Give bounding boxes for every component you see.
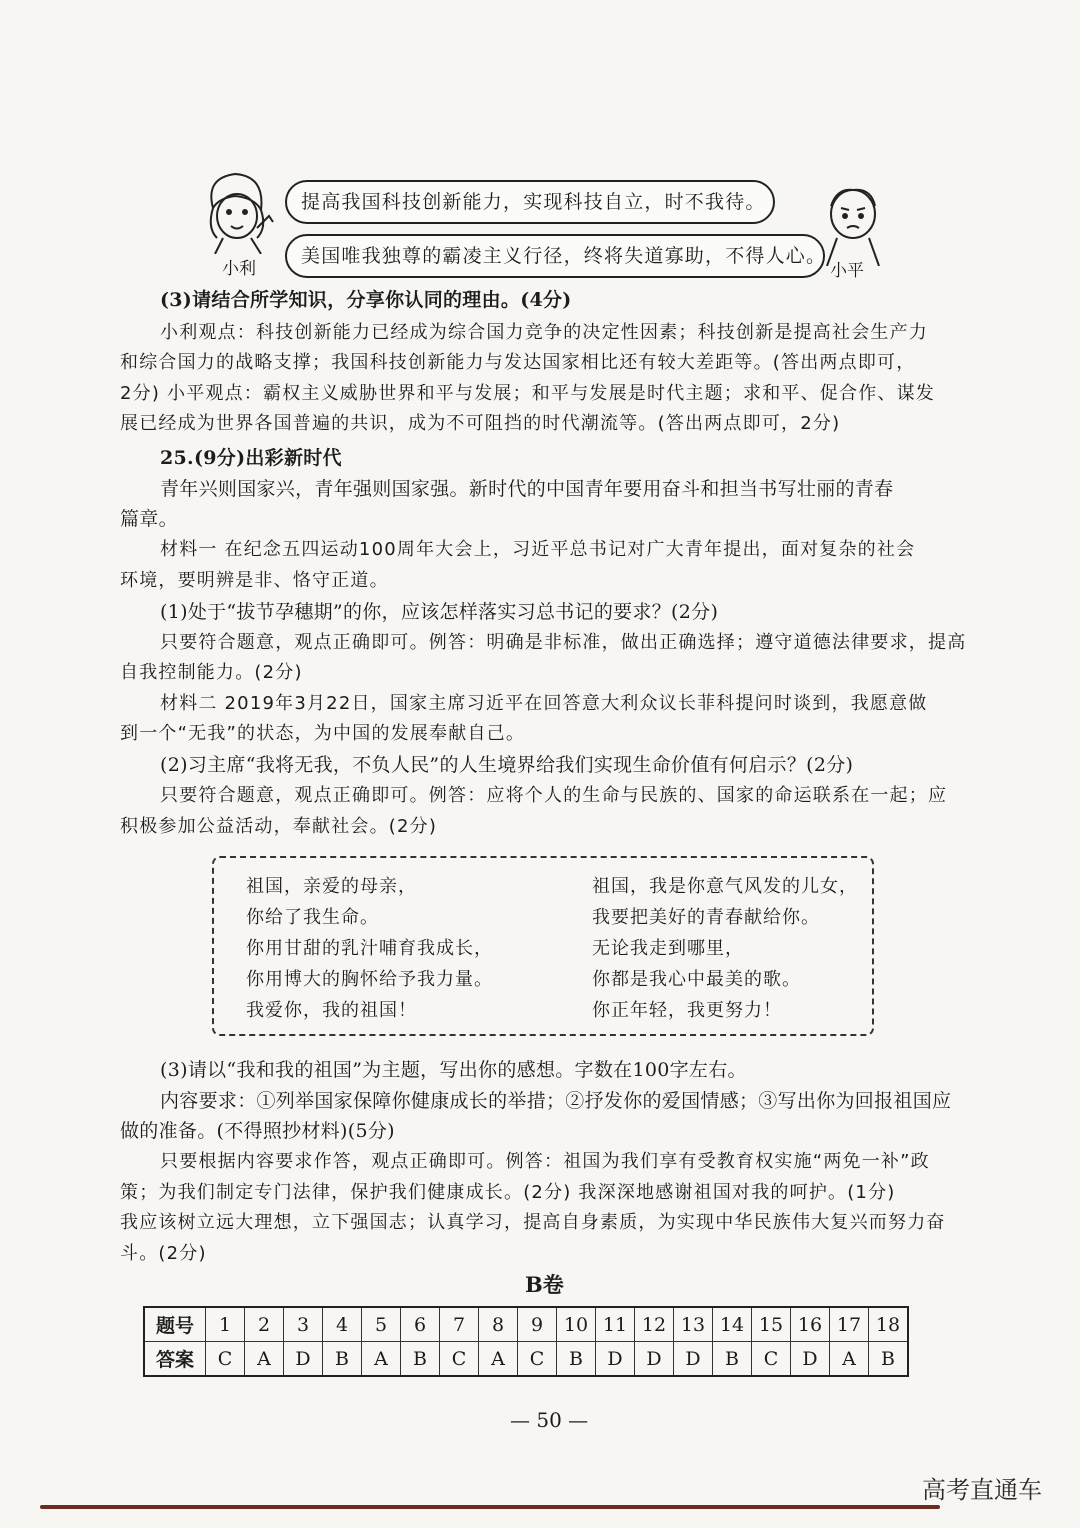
poem-left-line: 我爱你，我的祖国！ [246, 1000, 417, 1021]
answer-cell: A [245, 1342, 284, 1377]
question-number: 7 [440, 1307, 479, 1342]
poem-left-line: 你用博大的胸怀给予我力量。 [246, 969, 493, 990]
section-b-title: B卷 [525, 1272, 564, 1297]
girl-illustration [195, 168, 277, 254]
answer-cell: C [440, 1342, 479, 1377]
poem-left-line: 你给了我生命。 [246, 907, 379, 928]
q25-3-requirement-line: 做的准备。(不得照抄材料)(5分) [120, 1120, 395, 1142]
q25-intro-line: 篇章。 [120, 508, 178, 530]
answer-table [143, 1306, 909, 1377]
q24-3-answer-line: 和综合国力的战略支撑；我国科技创新能力与发达国家相比还有较大差距等。(答出两点即可， [120, 352, 916, 373]
table-row-answers [144, 1342, 908, 1377]
poem-left-line: 你用甘甜的乳汁哺育我成长， [246, 938, 493, 959]
answer-cell: C [206, 1342, 245, 1377]
answer-cell: A [479, 1342, 518, 1377]
q25-1-question: (1)处于“拔节孕穗期”的你，应该怎样落实习总书记的要求？(2分) [160, 601, 719, 623]
question-number: 2 [245, 1307, 284, 1342]
question-number: 8 [479, 1307, 518, 1342]
question-number: 6 [401, 1307, 440, 1342]
q24-3-answer-line: 小利观点：科技创新能力已经成为综合国力竞争的决定性因素；科技创新是提高社会生产力 [160, 322, 928, 343]
question-number: 16 [791, 1307, 830, 1342]
footer-rule [40, 1505, 940, 1509]
cartoon-figure [195, 168, 895, 280]
answer-cell: B [869, 1342, 909, 1377]
question-number: 12 [635, 1307, 674, 1342]
poem-left-line: 祖国，亲爱的母亲， [246, 876, 417, 897]
page-number: — 50 — [510, 1408, 589, 1432]
material-1-line: 材料一 在纪念五四运动100周年大会上，习近平总书记对广大青年提出，面对复杂的社会 [160, 539, 916, 560]
q25-2-answer-line: 只要符合题意，观点正确即可。例答：应将个人的生命与民族的、国家的命运联系在一起；应 [160, 785, 948, 806]
q25-intro-line: 青年兴则国家兴，青年强则国家强。新时代的中国青年要用奋斗和担当书写壮丽的青春 [160, 478, 894, 500]
poem-right-line: 无论我走到哪里， [592, 938, 744, 959]
speech-bubble-bottom: 美国唯我独尊的霸凌主义行径，终将失道寡助，不得人心。 [285, 234, 825, 278]
q24-3-answer-line: 2分) 小平观点：霸权主义威胁世界和平与发展；和平与发展是时代主题；求和平、促合作、谋发 [120, 383, 935, 404]
answer-cell: B [557, 1342, 596, 1377]
question-number: 13 [674, 1307, 713, 1342]
poem-right-line: 我要把美好的青春献给你。 [592, 907, 820, 928]
answer-cell: D [791, 1342, 830, 1377]
question-number: 5 [362, 1307, 401, 1342]
row-label-answer: 答案 [144, 1342, 206, 1377]
material-2-line: 到一个“无我”的状态，为中国的发展奉献自己。 [120, 723, 526, 744]
answer-cell: B [323, 1342, 362, 1377]
question-number: 18 [869, 1307, 909, 1342]
question-number: 10 [557, 1307, 596, 1342]
q25-3-answer-line: 只要根据内容要求作答，观点正确即可。例答：祖国为我们享有受教育权实施“两免一补”政 [160, 1151, 930, 1172]
answer-cell: D [635, 1342, 674, 1377]
q25-1-answer-line: 只要符合题意，观点正确即可。例答：明确是非标准，做出正确选择；遵守道德法律要求，提高 [160, 632, 967, 653]
question-number: 14 [713, 1307, 752, 1342]
question-number: 1 [206, 1307, 245, 1342]
q25-3-requirement-line: 内容要求：①列举国家保障你健康成长的举措；②抒发你的爱国情感；③写出你为回报祖国应 [160, 1090, 952, 1112]
answer-cell: D [674, 1342, 713, 1377]
question-number: 3 [284, 1307, 323, 1342]
q24-3-question: (3)请结合所学知识，分享你认同的理由。(4分) [160, 289, 572, 311]
question-number: 9 [518, 1307, 557, 1342]
answer-cell: D [284, 1342, 323, 1377]
label-xiaoping: 小平 [830, 261, 864, 281]
watermark: 高考直通车 [922, 1476, 1042, 1504]
answer-cell: A [830, 1342, 869, 1377]
poem-right-line: 你正年轻，我更努力！ [592, 1000, 782, 1021]
answer-cell: A [362, 1342, 401, 1377]
answer-cell: B [401, 1342, 440, 1377]
question-number: 17 [830, 1307, 869, 1342]
material-1-line: 环境，要明辨是非、恪守正道。 [120, 570, 389, 591]
row-label-number: 题号 [144, 1307, 206, 1342]
q24-3-answer-line: 展已经成为世界各国普遍的共识，成为不可阻挡的时代潮流等。(答出两点即可，2分) [120, 413, 841, 434]
q25-heading: 25.(9分)出彩新时代 [160, 447, 342, 469]
poem-right-line: 你都是我心中最美的歌。 [592, 969, 801, 990]
answer-cell: D [596, 1342, 635, 1377]
question-number: 15 [752, 1307, 791, 1342]
q25-3-answer-line: 我应该树立远大理想，立下强国志；认真学习，提高自身素质，为实现中华民族伟大复兴而努力奋 [120, 1212, 946, 1233]
q25-2-question: (2)习主席“我将无我，不负人民”的人生境界给我们实现生命价值有何启示？(2分) [160, 754, 854, 776]
table-row-numbers [144, 1307, 908, 1342]
q25-1-answer-line: 自我控制能力。(2分) [120, 662, 303, 683]
answer-cell: B [713, 1342, 752, 1377]
label-xiaoli: 小利 [222, 259, 256, 279]
speech-bubble-top: 提高我国科技创新能力，实现科技自立，时不我待。 [285, 180, 775, 224]
q25-3-answer-line: 斗。(2分) [120, 1243, 207, 1264]
poem-right-line: 祖国，我是你意气风发的儿女， [592, 876, 858, 897]
answer-cell: C [752, 1342, 791, 1377]
boy-illustration [817, 180, 889, 266]
material-2-line: 材料二 2019年3月22日，国家主席习近平在回答意大利众议长菲科提问时谈到，我愿意做 [160, 693, 928, 714]
q25-3-answer-line: 策；为我们制定专门法律，保护我们健康成长。(2分) 我深深地感谢祖国对我的呵护。(1分) [120, 1182, 896, 1203]
q25-2-answer-line: 积极参加公益活动，奉献社会。(2分) [120, 816, 438, 837]
question-number: 11 [596, 1307, 635, 1342]
question-number: 4 [323, 1307, 362, 1342]
answer-cell: C [518, 1342, 557, 1377]
q25-3-question: (3)请以“我和我的祖国”为主题，写出你的感想。字数在100字左右。 [160, 1059, 747, 1081]
